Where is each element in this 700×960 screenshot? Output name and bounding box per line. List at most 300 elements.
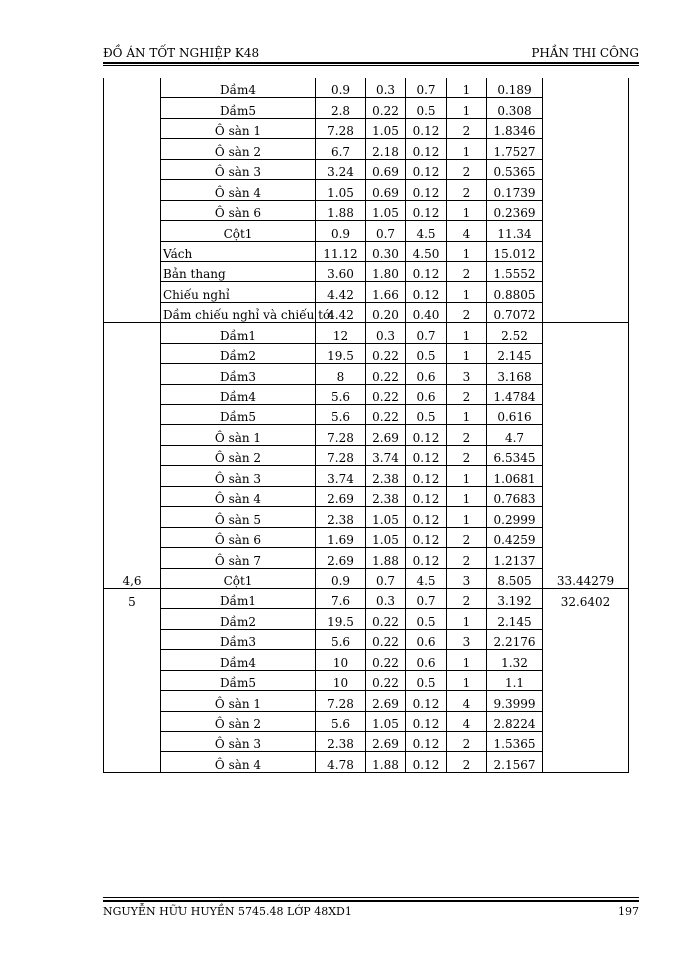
width-cell: 0.69 [366, 159, 406, 179]
member-name-cell: Ô sàn 7 [161, 548, 316, 568]
width-cell: 1.88 [366, 752, 406, 772]
group-cell [104, 384, 161, 404]
total-cell [543, 118, 629, 138]
width-cell: 0.22 [366, 405, 406, 425]
count-cell: 2 [447, 527, 487, 547]
count-cell: 2 [447, 302, 487, 322]
group-cell [104, 118, 161, 138]
height-cell: 0.6 [406, 650, 447, 670]
height-cell: 0.12 [406, 261, 447, 281]
height-cell: 0.12 [406, 732, 447, 752]
length-cell: 1.69 [316, 527, 366, 547]
volume-cell: 1.7527 [487, 139, 543, 159]
height-cell: 0.6 [406, 629, 447, 649]
count-cell: 1 [447, 98, 487, 118]
width-cell: 2.69 [366, 425, 406, 445]
volume-cell: 1.5552 [487, 261, 543, 281]
group-cell [104, 711, 161, 731]
total-cell [543, 752, 629, 772]
count-cell: 1 [447, 670, 487, 690]
group-cell [104, 486, 161, 506]
width-cell: 0.22 [366, 670, 406, 690]
total-cell [543, 650, 629, 670]
volume-cell: 1.5365 [487, 732, 543, 752]
group-cell [104, 78, 161, 98]
volume-cell: 4.7 [487, 425, 543, 445]
count-cell: 2 [447, 445, 487, 465]
width-cell: 1.05 [366, 711, 406, 731]
total-cell [543, 691, 629, 711]
count-cell: 2 [447, 732, 487, 752]
volume-cell: 1.32 [487, 650, 543, 670]
height-cell: 0.12 [406, 425, 447, 445]
table-row [104, 221, 629, 241]
total-cell [543, 200, 629, 220]
width-cell: 2.38 [366, 486, 406, 506]
volume-cell: 0.7072 [487, 302, 543, 322]
member-name-cell: Vách [161, 241, 316, 261]
height-cell: 0.5 [406, 98, 447, 118]
volume-cell: 15.012 [487, 241, 543, 261]
count-cell: 1 [447, 405, 487, 425]
height-cell: 0.12 [406, 691, 447, 711]
height-cell: 4.50 [406, 241, 447, 261]
member-name-cell: Ô sàn 6 [161, 200, 316, 220]
total-cell [543, 221, 629, 241]
count-cell: 2 [447, 752, 487, 772]
width-cell: 0.3 [366, 323, 406, 343]
total-cell [543, 180, 629, 200]
member-name-cell: Ô sàn 4 [161, 486, 316, 506]
total-cell [543, 261, 629, 281]
table-row [104, 732, 629, 752]
table-row [104, 527, 629, 547]
length-cell: 7.28 [316, 691, 366, 711]
member-name-cell: Bản thang [161, 261, 316, 281]
length-cell: 1.88 [316, 200, 366, 220]
width-cell: 0.22 [366, 609, 406, 629]
count-cell: 1 [447, 486, 487, 506]
table-body [104, 78, 629, 772]
volume-cell: 2.145 [487, 343, 543, 363]
volume-cell: 2.2176 [487, 629, 543, 649]
table-row [104, 568, 629, 588]
page-header [103, 36, 639, 64]
table-row [104, 261, 629, 281]
length-cell: 2.38 [316, 732, 366, 752]
volume-cell: 2.8224 [487, 711, 543, 731]
volume-cell: 1.1 [487, 670, 543, 690]
group-cell [104, 732, 161, 752]
member-name-cell: Ô sàn 3 [161, 732, 316, 752]
group-cell [104, 282, 161, 302]
height-cell: 0.6 [406, 364, 447, 384]
table-row [104, 118, 629, 138]
member-name-cell: Dầm5 [161, 670, 316, 690]
length-cell: 5.6 [316, 405, 366, 425]
group-cell [104, 343, 161, 363]
length-cell: 2.69 [316, 486, 366, 506]
footer-rule [103, 897, 639, 898]
member-name-cell: Ô sàn 1 [161, 425, 316, 445]
member-name-cell: Ô sàn 3 [161, 466, 316, 486]
volume-cell: 11.34 [487, 221, 543, 241]
length-cell: 5.6 [316, 629, 366, 649]
height-cell: 0.7 [406, 323, 447, 343]
member-name-cell: Dầm4 [161, 384, 316, 404]
count-cell: 1 [447, 343, 487, 363]
member-name-cell: Dầm3 [161, 364, 316, 384]
table-row [104, 650, 629, 670]
table-row [104, 180, 629, 200]
group-cell [104, 302, 161, 322]
height-cell: 0.12 [406, 486, 447, 506]
member-name-cell: Cột1 [161, 568, 316, 588]
group-cell [104, 670, 161, 690]
table-row [104, 139, 629, 159]
length-cell: 3.74 [316, 466, 366, 486]
member-name-cell: Ô sàn 2 [161, 711, 316, 731]
volume-cell: 1.4784 [487, 384, 543, 404]
member-name-cell: Chiếu nghỉ [161, 282, 316, 302]
group-cell [104, 261, 161, 281]
length-cell: 4.42 [316, 282, 366, 302]
count-cell: 1 [447, 78, 487, 98]
height-cell: 0.7 [406, 588, 447, 608]
volume-cell: 0.616 [487, 405, 543, 425]
group-cell [104, 221, 161, 241]
count-cell: 4 [447, 691, 487, 711]
height-cell: 0.12 [406, 527, 447, 547]
height-cell: 0.5 [406, 343, 447, 363]
height-cell: 0.12 [406, 139, 447, 159]
count-cell: 1 [447, 139, 487, 159]
width-cell: 0.69 [366, 180, 406, 200]
total-cell [543, 282, 629, 302]
height-cell: 0.12 [406, 118, 447, 138]
height-cell: 0.12 [406, 159, 447, 179]
width-cell: 0.30 [366, 241, 406, 261]
width-cell: 2.69 [366, 691, 406, 711]
height-cell: 0.40 [406, 302, 447, 322]
table-row [104, 507, 629, 527]
volume-cell: 0.2369 [487, 200, 543, 220]
width-cell: 0.22 [366, 98, 406, 118]
count-cell: 1 [447, 241, 487, 261]
height-cell: 0.5 [406, 670, 447, 690]
count-cell: 2 [447, 384, 487, 404]
table-row [104, 364, 629, 384]
member-name-cell: Ô sàn 5 [161, 507, 316, 527]
length-cell: 5.6 [316, 711, 366, 731]
height-cell: 4.5 [406, 568, 447, 588]
total-cell [543, 139, 629, 159]
total-cell [543, 364, 629, 384]
volume-cell: 0.7683 [487, 486, 543, 506]
length-cell: 6.7 [316, 139, 366, 159]
group-cell [104, 650, 161, 670]
height-cell: 0.5 [406, 609, 447, 629]
member-name-cell: Dầm4 [161, 78, 316, 98]
length-cell: 0.9 [316, 78, 366, 98]
group-cell [104, 752, 161, 772]
table-row [104, 691, 629, 711]
group-cell [104, 548, 161, 568]
table-row [104, 343, 629, 363]
footer-rule-thick [103, 900, 639, 902]
member-name-cell: Ô sàn 2 [161, 445, 316, 465]
width-cell: 1.66 [366, 282, 406, 302]
height-cell: 0.12 [406, 282, 447, 302]
member-name-cell: Ô sàn 6 [161, 527, 316, 547]
height-cell: 0.12 [406, 200, 447, 220]
group-cell [104, 98, 161, 118]
length-cell: 0.9 [316, 221, 366, 241]
count-cell: 4 [447, 711, 487, 731]
member-name-cell: Dầm4 [161, 650, 316, 670]
length-cell: 19.5 [316, 343, 366, 363]
quantity-table [103, 78, 629, 773]
height-cell: 0.5 [406, 405, 447, 425]
count-cell: 2 [447, 118, 487, 138]
member-name-cell: Dầm2 [161, 343, 316, 363]
group-cell [104, 241, 161, 261]
length-cell: 7.28 [316, 118, 366, 138]
table-row [104, 159, 629, 179]
width-cell: 3.74 [366, 445, 406, 465]
total-cell [543, 78, 629, 98]
member-name-cell: Cột1 [161, 221, 316, 241]
total-cell [543, 323, 629, 343]
length-cell: 19.5 [316, 609, 366, 629]
total-cell [543, 548, 629, 568]
count-cell: 1 [447, 609, 487, 629]
count-cell: 1 [447, 200, 487, 220]
length-cell: 11.12 [316, 241, 366, 261]
group-cell [104, 507, 161, 527]
height-cell: 0.7 [406, 78, 447, 98]
member-name-cell: Ô sàn 4 [161, 180, 316, 200]
total-cell: 33.44279 [543, 568, 629, 588]
length-cell: 1.05 [316, 180, 366, 200]
table-row [104, 486, 629, 506]
table-row [104, 670, 629, 690]
volume-cell: 3.192 [487, 588, 543, 608]
height-cell: 0.12 [406, 752, 447, 772]
total-cell [543, 507, 629, 527]
total-cell [543, 241, 629, 261]
group-cell [104, 159, 161, 179]
header-rule [103, 65, 639, 66]
width-cell: 1.05 [366, 200, 406, 220]
width-cell: 1.80 [366, 261, 406, 281]
width-cell: 1.05 [366, 118, 406, 138]
table-row [104, 78, 629, 98]
volume-cell: 0.308 [487, 98, 543, 118]
count-cell: 1 [447, 466, 487, 486]
volume-cell: 1.2137 [487, 548, 543, 568]
member-name-cell: Dầm5 [161, 98, 316, 118]
height-cell: 4.5 [406, 221, 447, 241]
count-cell: 2 [447, 548, 487, 568]
volume-cell: 6.5345 [487, 445, 543, 465]
member-name-cell: Dầm3 [161, 629, 316, 649]
member-name-cell: Dầm chiếu nghỉ và chiếu tới [161, 302, 316, 322]
length-cell: 8 [316, 364, 366, 384]
length-cell: 7.28 [316, 445, 366, 465]
count-cell: 3 [447, 629, 487, 649]
volume-cell: 0.189 [487, 78, 543, 98]
count-cell: 3 [447, 364, 487, 384]
count-cell: 2 [447, 261, 487, 281]
volume-cell: 2.52 [487, 323, 543, 343]
group-cell: 4,6 [104, 568, 161, 588]
header-right: PHẦN THI CÔNG [531, 46, 639, 60]
table-row [104, 405, 629, 425]
table-row [104, 445, 629, 465]
total-cell [543, 609, 629, 629]
table-row [104, 425, 629, 445]
total-cell [543, 527, 629, 547]
count-cell: 1 [447, 323, 487, 343]
table-row [104, 548, 629, 568]
group-cell [104, 629, 161, 649]
table-row [104, 98, 629, 118]
width-cell: 0.22 [366, 650, 406, 670]
length-cell: 7.6 [316, 588, 366, 608]
length-cell: 0.9 [316, 568, 366, 588]
length-cell: 10 [316, 650, 366, 670]
total-cell [543, 732, 629, 752]
height-cell: 0.12 [406, 466, 447, 486]
volume-cell: 0.4259 [487, 527, 543, 547]
length-cell: 3.60 [316, 261, 366, 281]
table-row [104, 282, 629, 302]
member-name-cell: Dầm5 [161, 405, 316, 425]
width-cell: 0.20 [366, 302, 406, 322]
group-cell [104, 691, 161, 711]
length-cell: 10 [316, 670, 366, 690]
length-cell: 5.6 [316, 384, 366, 404]
total-cell [543, 159, 629, 179]
width-cell: 0.3 [366, 588, 406, 608]
width-cell: 0.22 [366, 343, 406, 363]
volume-cell: 1.0681 [487, 466, 543, 486]
total-cell [543, 425, 629, 445]
volume-cell: 9.3999 [487, 691, 543, 711]
length-cell: 2.69 [316, 548, 366, 568]
group-cell [104, 405, 161, 425]
table-row [104, 302, 629, 322]
total-cell [543, 384, 629, 404]
table-row [104, 752, 629, 772]
width-cell: 0.22 [366, 629, 406, 649]
height-cell: 0.12 [406, 180, 447, 200]
count-cell: 4 [447, 221, 487, 241]
total-cell [543, 302, 629, 322]
length-cell: 4.42 [316, 302, 366, 322]
total-cell [543, 629, 629, 649]
member-name-cell: Dầm1 [161, 323, 316, 343]
length-cell: 4.78 [316, 752, 366, 772]
total-cell [543, 98, 629, 118]
volume-cell: 2.145 [487, 609, 543, 629]
member-name-cell: Dầm2 [161, 609, 316, 629]
group-cell [104, 364, 161, 384]
table-row [104, 629, 629, 649]
member-name-cell: Ô sàn 3 [161, 159, 316, 179]
count-cell: 1 [447, 507, 487, 527]
width-cell: 1.05 [366, 507, 406, 527]
width-cell: 0.22 [366, 384, 406, 404]
group-cell [104, 609, 161, 629]
length-cell: 2.8 [316, 98, 366, 118]
height-cell: 0.12 [406, 445, 447, 465]
volume-cell: 0.2999 [487, 507, 543, 527]
total-cell [543, 405, 629, 425]
count-cell: 1 [447, 650, 487, 670]
group-cell [104, 445, 161, 465]
length-cell: 3.24 [316, 159, 366, 179]
group-cell [104, 466, 161, 486]
width-cell: 0.7 [366, 568, 406, 588]
height-cell: 0.6 [406, 384, 447, 404]
volume-cell: 0.1739 [487, 180, 543, 200]
length-cell: 2.38 [316, 507, 366, 527]
width-cell: 2.69 [366, 732, 406, 752]
count-cell: 2 [447, 159, 487, 179]
width-cell: 1.05 [366, 527, 406, 547]
total-cell [543, 445, 629, 465]
group-cell [104, 527, 161, 547]
total-cell [543, 466, 629, 486]
height-cell: 0.12 [406, 507, 447, 527]
group-cell [104, 180, 161, 200]
table-row [104, 241, 629, 261]
total-cell [543, 711, 629, 731]
table-row [104, 323, 629, 343]
width-cell: 0.22 [366, 364, 406, 384]
height-cell: 0.12 [406, 548, 447, 568]
width-cell: 2.38 [366, 466, 406, 486]
table-row [104, 609, 629, 629]
width-cell: 1.88 [366, 548, 406, 568]
page-number: 197 [618, 905, 639, 918]
header-left: ĐỒ ÁN TỐT NGHIỆP K48 [103, 46, 260, 60]
count-cell: 2 [447, 425, 487, 445]
table-row [104, 200, 629, 220]
total-cell [543, 670, 629, 690]
table-row [104, 711, 629, 731]
count-cell: 2 [447, 180, 487, 200]
width-cell: 0.7 [366, 221, 406, 241]
member-name-cell: Ô sàn 1 [161, 691, 316, 711]
member-name-cell: Ô sàn 4 [161, 752, 316, 772]
count-cell: 1 [447, 282, 487, 302]
group-cell [104, 200, 161, 220]
member-name-cell: Dầm1 [161, 588, 316, 608]
length-cell: 12 [316, 323, 366, 343]
volume-cell: 3.168 [487, 364, 543, 384]
count-cell: 3 [447, 568, 487, 588]
width-cell: 0.3 [366, 78, 406, 98]
group-cell: 5 [104, 588, 161, 608]
footer-left: NGUYỄN HỮU HUYỀN 5745.48 LỚP 48XD1 [103, 905, 352, 918]
group-cell [104, 139, 161, 159]
table-row [104, 384, 629, 404]
table-row [104, 588, 629, 608]
volume-cell: 2.1567 [487, 752, 543, 772]
